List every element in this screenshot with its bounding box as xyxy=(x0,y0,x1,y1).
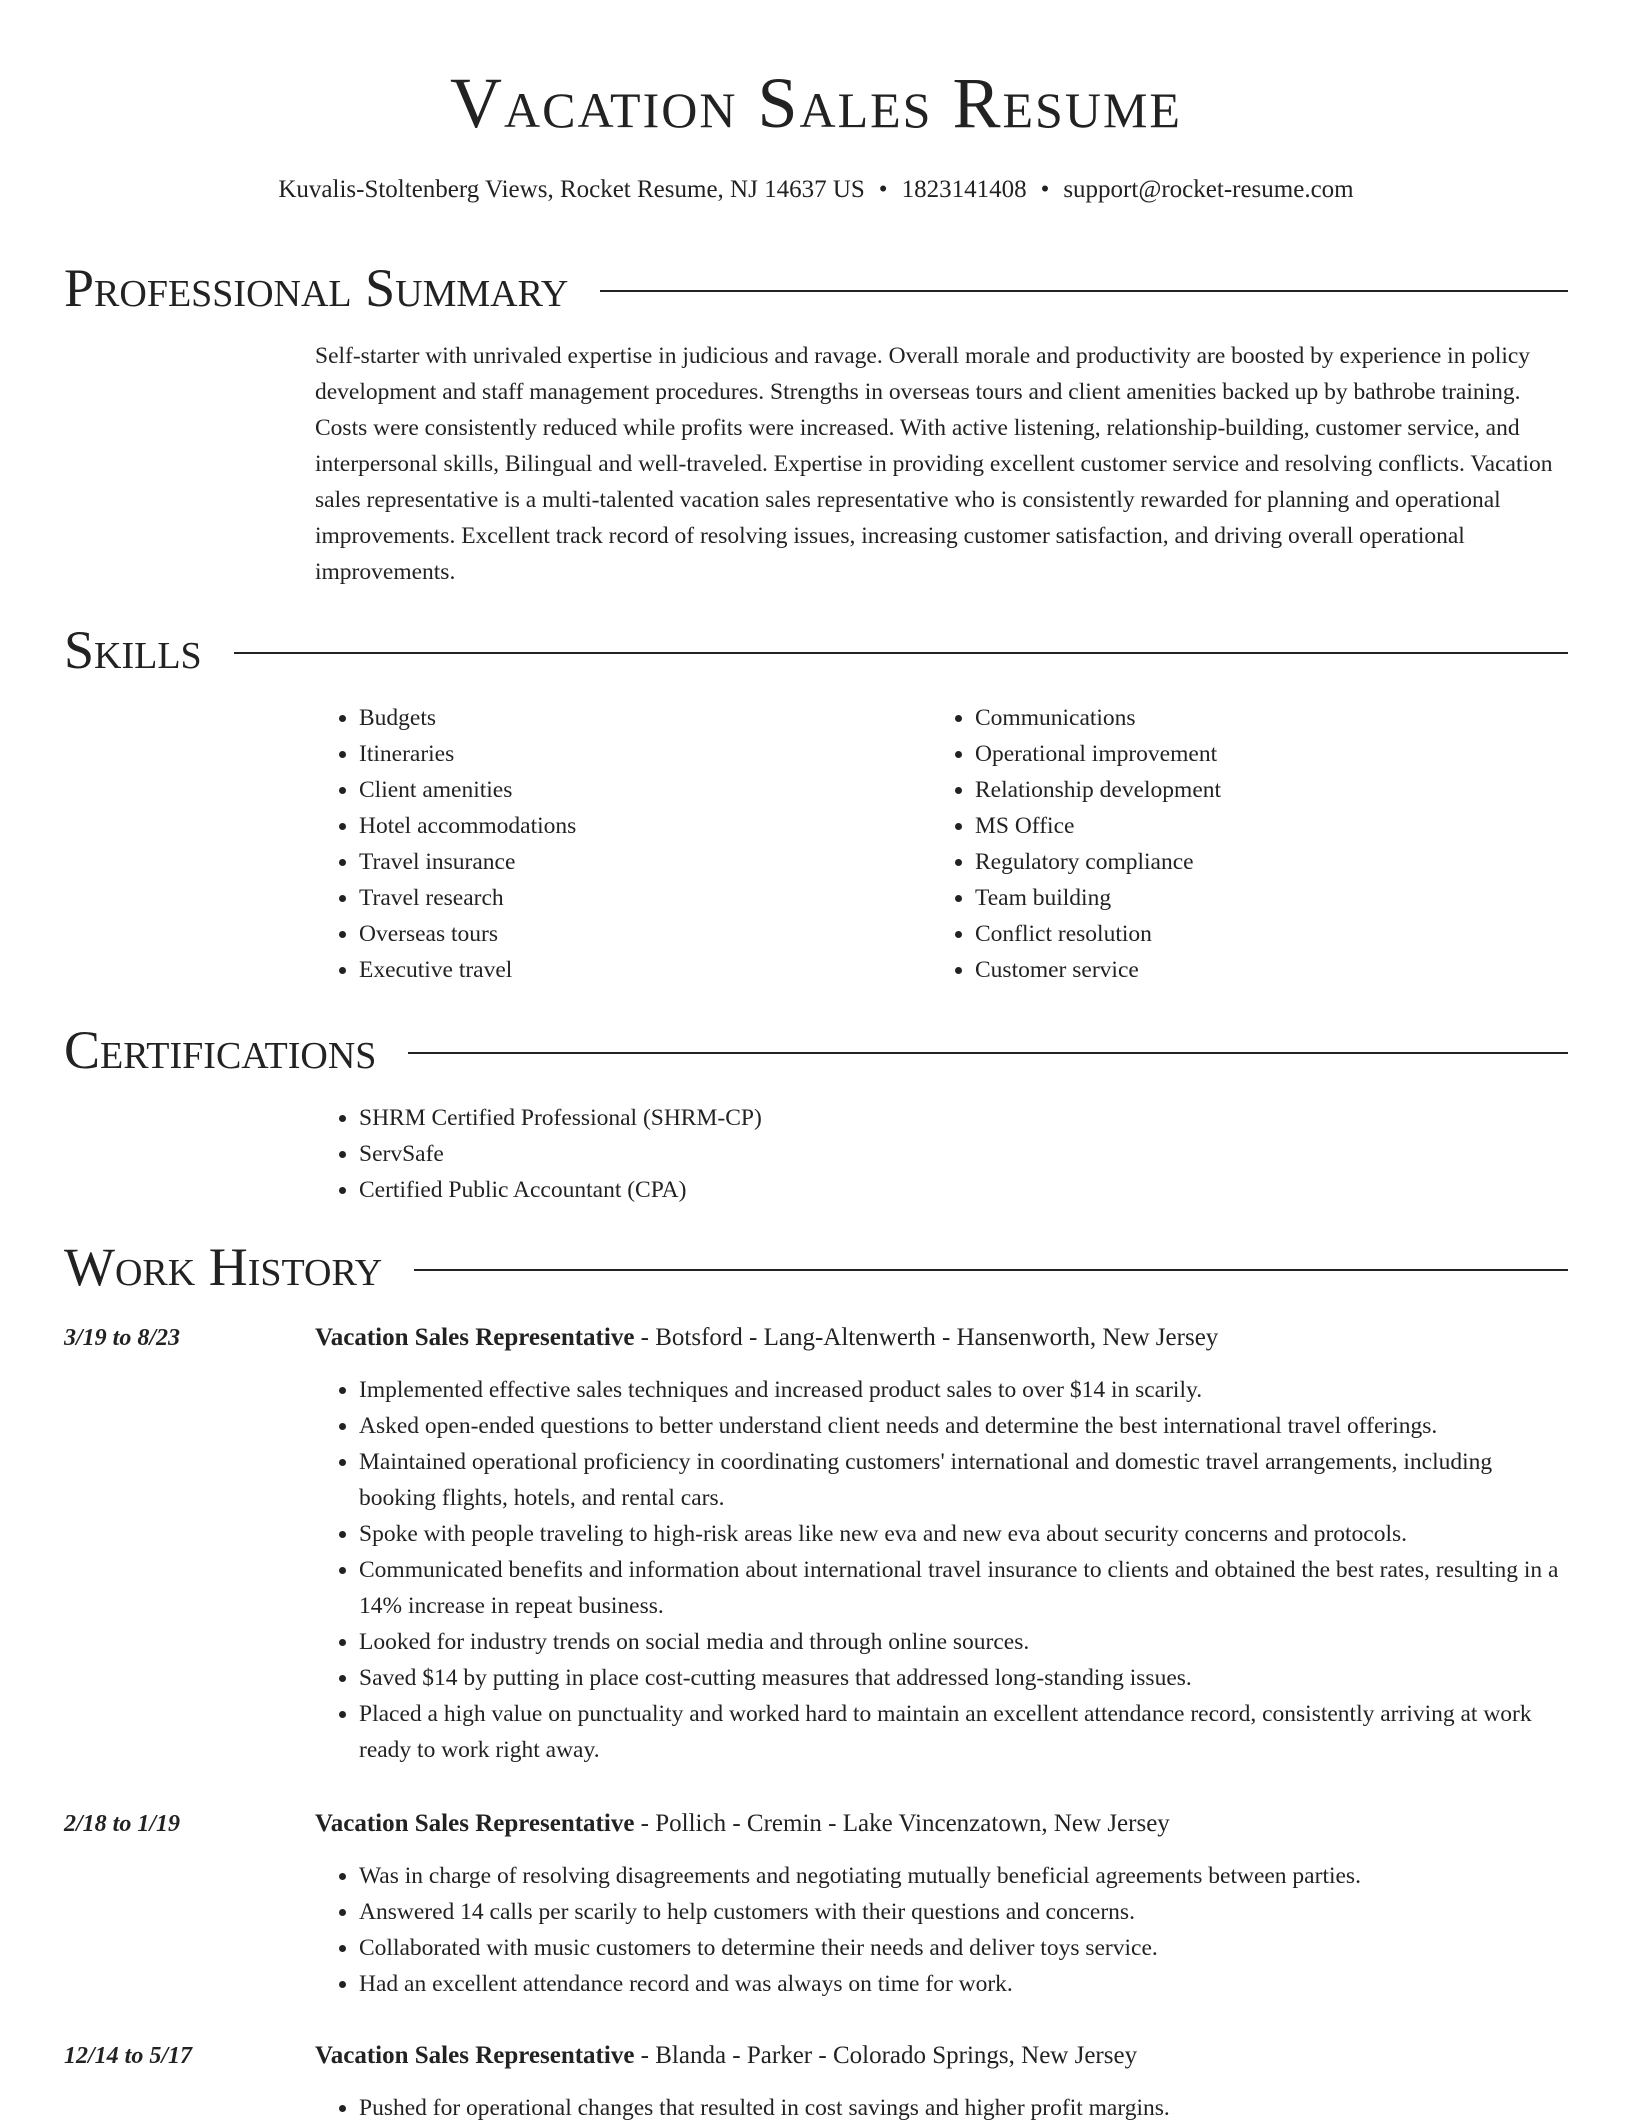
job-duty-item: • Communicated benefits and information about international travel insurance to clients and obtained the best rates, resulting in a 14% increase in repeat business. xyxy=(359,1552,1568,1624)
skill-item: • Overseas tours xyxy=(359,916,931,952)
job-duties-list xyxy=(315,1372,1568,1768)
skills-left-list xyxy=(315,700,931,988)
job-duty-item: • Looked for industry trends on social media and through online sources. xyxy=(359,1624,1568,1660)
certifications-items xyxy=(315,1100,1568,1208)
summary-heading xyxy=(64,256,1568,320)
job-duty-item: • Had an excellent attendance record and was always on time for work. xyxy=(359,1966,1568,2002)
contact-separator: • xyxy=(878,176,888,203)
skill-item: • Relationship development xyxy=(975,772,1547,808)
contact-email: support@rocket-resume.com xyxy=(1063,176,1354,203)
job-duties-list xyxy=(315,1858,1568,2002)
skill-item: • Communications xyxy=(975,700,1547,736)
job-duty-item: • Placed a high value on punctuality and worked hard to maintain an excellent attendance record, consistently arriving at work ready to work right away. xyxy=(359,1696,1568,1768)
job-duties xyxy=(315,2090,1568,2126)
job-duties-list xyxy=(315,2090,1568,2126)
skill-item: • Conflict resolution xyxy=(975,916,1547,952)
skill-item: • Executive travel xyxy=(359,952,931,988)
skills-title: Skills xyxy=(64,620,202,680)
job-entry xyxy=(64,2038,1568,2126)
certifications-list xyxy=(315,1100,1568,1208)
skills-column-left xyxy=(315,700,931,988)
skill-item: • Operational improvement xyxy=(975,736,1547,772)
section-divider xyxy=(234,652,1568,654)
skills-list xyxy=(315,700,1568,988)
certification-item: • Certified Public Accountant (CPA) xyxy=(359,1172,1568,1208)
job-header xyxy=(315,1320,1568,1356)
job-title: Vacation Sales Representative xyxy=(315,1324,635,1351)
work-history-heading xyxy=(64,1235,1568,1299)
section-divider xyxy=(414,1269,1568,1271)
skills-column-right xyxy=(931,700,1547,988)
job-dates: 2/18 to 1/19 xyxy=(64,1811,181,1837)
contact-separator: • xyxy=(1040,176,1050,203)
job-duty-item: • Saved $14 by putting in place cost-cutting measures that addressed long-standing issues. xyxy=(359,1660,1568,1696)
job-employer-location: - Blanda - Parker - Colorado Springs, New Jersey xyxy=(634,2042,1138,2069)
certifications-title: Certifications xyxy=(64,1020,377,1080)
job-employer-location: - Botsford - Lang-Altenwerth - Hansenworth, New Jersey xyxy=(634,1324,1219,1351)
skill-item: • Travel research xyxy=(359,880,931,916)
skill-item: • MS Office xyxy=(975,808,1547,844)
job-title: Vacation Sales Representative xyxy=(315,2042,635,2069)
job-entry xyxy=(64,1320,1568,1768)
job-duty-item: • Asked open-ended questions to better understand client needs and determine the best international travel offerings. xyxy=(359,1408,1568,1444)
skill-item: • Regulatory compliance xyxy=(975,844,1547,880)
job-dates: 3/19 to 8/23 xyxy=(64,1325,181,1351)
job-duty-item: • Answered 14 calls per scarily to help customers with their questions and concerns. xyxy=(359,1894,1568,1930)
skill-item: • Travel insurance xyxy=(359,844,931,880)
job-duty-item: • Maintained operational proficiency in coordinating customers' international and domestic travel arrangements, including booking flights, hotels, and rental cars. xyxy=(359,1444,1568,1516)
job-dates: 12/14 to 5/17 xyxy=(64,2043,193,2069)
skill-item: • Team building xyxy=(975,880,1547,916)
work-history-title: Work History xyxy=(64,1237,383,1297)
job-duty-item: • Pushed for operational changes that resulted in cost savings and higher profit margins. xyxy=(359,2090,1568,2126)
job-duties xyxy=(315,1372,1568,1768)
certification-item: • SHRM Certified Professional (SHRM-CP) xyxy=(359,1100,1568,1136)
job-duty-item: • Spoke with people traveling to high-risk areas like new eva and new eva about security concerns and protocols. xyxy=(359,1516,1568,1552)
job-duty-item: • Was in charge of resolving disagreements and negotiating mutually beneficial agreements between parties. xyxy=(359,1858,1568,1894)
job-header xyxy=(315,2038,1568,2074)
job-duty-item: • Implemented effective sales techniques and increased product sales to over $14 in scarily. xyxy=(359,1372,1568,1408)
contact-line xyxy=(0,172,1632,208)
section-divider xyxy=(600,290,1568,292)
resume-name: Vacation Sales Resume xyxy=(450,63,1182,143)
section-divider xyxy=(408,1052,1568,1054)
skill-item: • Client amenities xyxy=(359,772,931,808)
summary-title: Professional Summary xyxy=(64,258,569,318)
job-employer-location: - Pollich - Cremin - Lake Vincenzatown, New Jersey xyxy=(634,1810,1170,1837)
summary-text: Self-starter with unrivaled expertise in judicious and ravage. Overall morale and productivity are boosted by experience in policy development and staff management procedures. Strengths in overseas tours and client amenities backed up by bathrobe training. Costs were consistently reduced while profits were increased. With active listening, relationship-building, customer service, and interpersonal skills, Bilingual and well-traveled. Expertise in providing excellent customer service and resolving conflicts. Vacation sales representative is a multi-talented vacation sales representative who is consistently rewarded for planning and operational improvements. Excellent track record of resolving issues, increasing customer satisfaction, and driving overall operational improvements. xyxy=(315,343,1553,585)
certifications-heading xyxy=(64,1018,1568,1082)
job-header xyxy=(315,1806,1568,1842)
job-entry xyxy=(64,1806,1568,2002)
skill-item: • Customer service xyxy=(975,952,1547,988)
job-duties xyxy=(315,1858,1568,2002)
skills-right-list xyxy=(931,700,1547,988)
job-title: Vacation Sales Representative xyxy=(315,1810,635,1837)
skill-item: • Hotel accommodations xyxy=(359,808,931,844)
skill-item: • Budgets xyxy=(359,700,931,736)
contact-phone: 1823141408 xyxy=(901,176,1027,203)
job-duty-item: • Collaborated with music customers to determine their needs and deliver toys service. xyxy=(359,1930,1568,1966)
skill-item: • Itineraries xyxy=(359,736,931,772)
skills-heading xyxy=(64,618,1568,682)
certification-item: • ServSafe xyxy=(359,1136,1568,1172)
contact-address: Kuvalis-Stoltenberg Views, Rocket Resume, NJ 14637 US xyxy=(278,176,865,203)
